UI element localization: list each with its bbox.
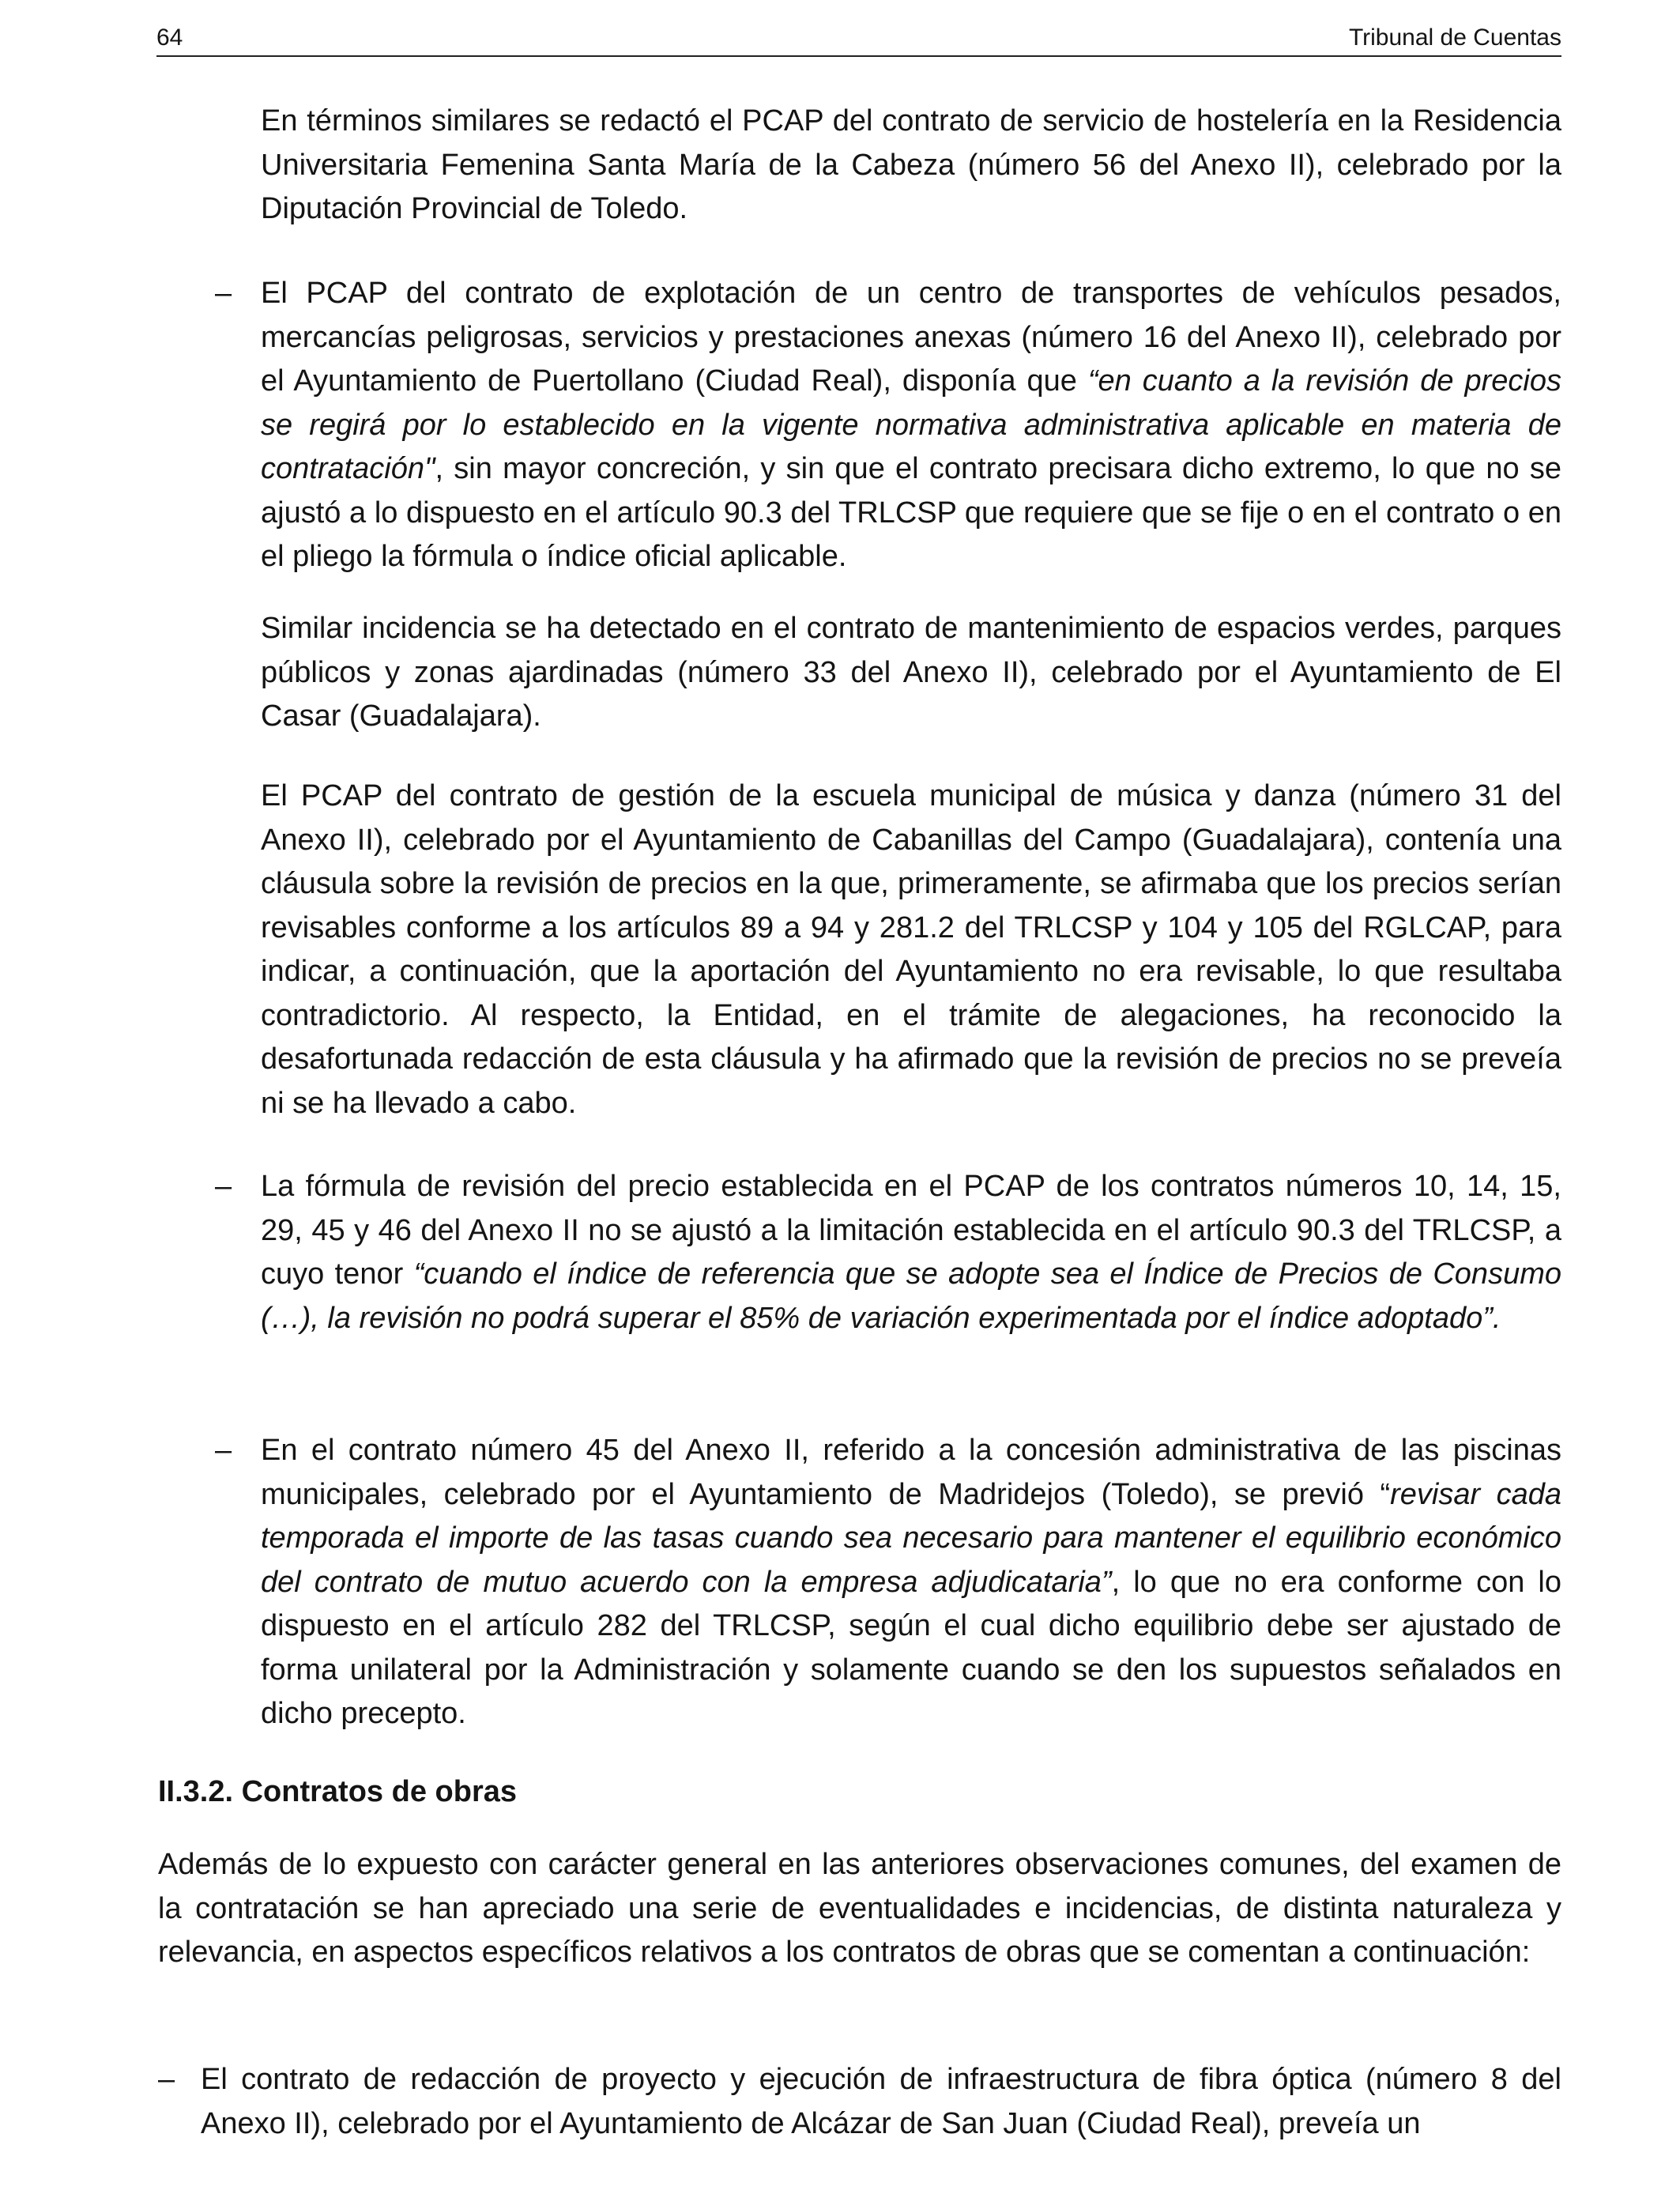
- page-number: 64: [156, 25, 183, 51]
- header-title: Tribunal de Cuentas: [1348, 25, 1561, 51]
- quote-text: “en cuanto a la revisión de precios se regirá por lo establecido en la vigente normativa administrativa aplicable en materia de contratación": [261, 364, 1561, 485]
- paragraph-el-casar: Similar incidencia se ha detectado en el contrato de mantenimiento de espacios verdes, parques públicos y zonas ajardinadas (número 33 del Anexo II), celebrado por el Ayuntamiento de El Casar (Guadalajara).: [261, 612, 1561, 733]
- bullet-dash: –: [215, 277, 232, 310]
- bullet-dash: –: [158, 2063, 175, 2096]
- paragraph-cabanillas: El PCAP del contrato de gestión de la escuela municipal de música y danza (número 31 del Anexo II), celebrado por el Ayuntamiento de Cabanillas del Campo (Guadalajara), contenía una cláusula sobre la revisión de precios en la que, primeramente, se afirmaba que los precios serían revisables conforme a los artículos 89 a 94 y 281.2 del TRLCSP y 104 y 105 del RGLCAP, para indicar, a continuación, que la aportación del Ayuntamiento no era revisable, lo que resultaba contradictorio. Al respecto, la Entidad, en el trámite de alegaciones, ha reconocido la desafortunada redacción de esta cláusula y ha afirmado que la revisión de precios no se preveía ni se ha llevado a cabo.: [261, 779, 1561, 1120]
- quote-text: “cuando el índice de referencia que se adopte sea el Índice de Precios de Consumo (…), la revisión no podrá superar el 85% de variación experimentada por el índice adoptado”.: [261, 1257, 1561, 1335]
- bullet-madridejos: En el contrato número 45 del Anexo II, referido a la concesión administrativa de las piscinas municipales, celebrado por el Ayuntamiento de Madridejos (Toledo), se previó “revisar cada temporada el importe de las tasas cuando sea necesario para mantener el equilibrio económico del contrato de mutuo acuerdo con la empresa adjudicataria”, lo que no era conforme con lo dispuesto en el artículo 282 del TRLCSP, según el cual dicho equilibrio debe ser ajustado de forma unilateral por la Administración y solamente cuando se den los supuestos señalados en dicho precepto.: [261, 1434, 1562, 1730]
- paragraph-hosteleria: En términos similares se redactó el PCAP del contrato de servicio de hostelería en la Residencia Universitaria Femenina Santa María de la Cabeza (número 56 del Anexo II), celebrado por la Diputación Provincial de Toledo.: [261, 104, 1561, 225]
- paragraph-contratos-obras: Además de lo expuesto con carácter general en las anteriores observaciones comunes, del examen de la contratación se han apreciado una serie de eventualidades e incidencias, de distinta naturaleza y relevancia, en aspectos específicos relativos a los contratos de obras que se comentan a continuación:: [158, 1848, 1561, 1969]
- page-header: [156, 21, 1561, 57]
- quote-text: revisar cada temporada el importe de las tasas cuando sea necesario para mantener el equilibrio económico del contrato de mutuo acuerdo con la empresa adjudicataria”: [261, 1477, 1561, 1599]
- bullet-alcazar: El contrato de redacción de proyecto y ejecución de infraestructura de fibra óptica (número 8 del Anexo II), celebrado por el Ayuntamiento de Alcázar de San Juan (Ciudad Real), preveía un: [201, 2063, 1561, 2140]
- bullet-dash: –: [215, 1170, 232, 1203]
- bullet-formula-revision: La fórmula de revisión del precio establecida en el PCAP de los contratos números 10, 14, 15, 29, 45 y 46 del Anexo II no se ajustó a la limitación establecida en el artículo 90.3 del TRLCSP, a cuyo tenor “cuando el índice de referencia que se adopte sea el Índice de Precios de Consumo (…), la revisión no podrá superar el 85% de variación experimentada por el índice adoptado”.: [261, 1170, 1561, 1335]
- section-heading: II.3.2. Contratos de obras: [158, 1775, 517, 1808]
- bullet-puertollano: El PCAP del contrato de explotación de un centro de transportes de vehículos pesados, mercancías peligrosas, servicios y prestaciones anexas (número 16 del Anexo II), celebrado por el Ayuntamiento de Puertollano (Ciudad Real), disponía que “en cuanto a la revisión de precios se regirá por lo establecido en la vigente normativa administrativa aplicable en materia de contratación", sin mayor concreción, y sin que el contrato precisara dicho extremo, lo que no se ajustó a lo dispuesto en el artículo 90.3 del TRLCSP que requiere que se fije o en el contrato o en el pliego la fórmula o índice oficial aplicable.: [261, 277, 1561, 573]
- bullet-dash: –: [215, 1434, 232, 1467]
